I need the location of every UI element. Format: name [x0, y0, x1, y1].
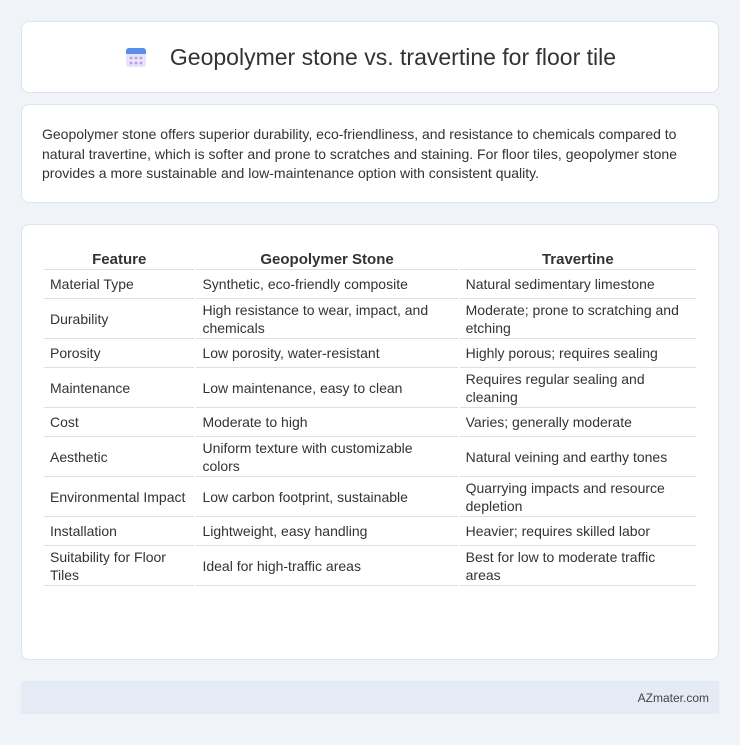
- table-cell: Ideal for high-traffic areas: [196, 546, 457, 586]
- table-cell: Durability: [44, 299, 194, 339]
- table-cell: Material Type: [44, 270, 194, 299]
- summary-text: Geopolymer stone offers superior durability, eco-friendliness, and resistance to chemicals compared to natural travertine, which is softer and prone to scratches and staining. For floor tiles, geopolymer stone provides a more sustainable and low-maintenance option with consistent quality.: [42, 126, 677, 181]
- calendar-icon: [124, 45, 148, 69]
- table-cell: Cost: [44, 408, 194, 437]
- table-cell: Moderate to high: [196, 408, 457, 437]
- table-cell: Requires regular sealing and cleaning: [460, 368, 696, 408]
- column-header-feature: Feature: [44, 244, 194, 270]
- page-title: Geopolymer stone vs. travertine for floor tile: [169, 43, 617, 70]
- table-row: [44, 477, 696, 517]
- table-row: [44, 517, 696, 546]
- summary-card: [21, 104, 719, 203]
- comparison-table: [42, 244, 698, 586]
- table-row: [44, 368, 696, 408]
- table-cell: Moderate; prone to scratching and etching: [460, 299, 696, 339]
- comparison-table-card: [21, 224, 719, 660]
- table-cell: Environmental Impact: [44, 477, 194, 517]
- table-cell: Uniform texture with customizable colors: [196, 437, 457, 477]
- table-cell: Aesthetic: [44, 437, 194, 477]
- column-header-travertine: Travertine: [460, 244, 696, 270]
- table-row: [44, 408, 696, 437]
- table-cell: Quarrying impacts and resource depletion: [460, 477, 696, 517]
- table-cell: Low maintenance, easy to clean: [196, 368, 457, 408]
- table-cell: Best for low to moderate traffic areas: [460, 546, 696, 586]
- table-cell: Natural sedimentary limestone: [460, 270, 696, 299]
- table-row: [44, 546, 696, 586]
- table-row: [44, 270, 696, 299]
- table-cell: Low carbon footprint, sustainable: [196, 477, 457, 517]
- table-cell: Maintenance: [44, 368, 194, 408]
- title-card: [21, 21, 719, 93]
- table-row: [44, 437, 696, 477]
- footer-brand[interactable]: AZmater.com: [637, 690, 709, 705]
- table-cell: Synthetic, eco-friendly composite: [196, 270, 457, 299]
- table-header-row: [44, 244, 696, 270]
- table-cell: Lightweight, easy handling: [196, 517, 457, 546]
- table-cell: Natural veining and earthy tones: [460, 437, 696, 477]
- table-row: [44, 339, 696, 368]
- table-cell: Highly porous; requires sealing: [460, 339, 696, 368]
- table-cell: Porosity: [44, 339, 194, 368]
- table-cell: Varies; generally moderate: [460, 408, 696, 437]
- table-row: [44, 299, 696, 339]
- table-cell: Low porosity, water-resistant: [196, 339, 457, 368]
- table-cell: Suitability for Floor Tiles: [44, 546, 194, 586]
- column-header-geopolymer: Geopolymer Stone: [196, 244, 457, 270]
- table-cell: Installation: [44, 517, 194, 546]
- footer-bar: [21, 681, 719, 714]
- table-cell: High resistance to wear, impact, and chemicals: [196, 299, 457, 339]
- table-cell: Heavier; requires skilled labor: [460, 517, 696, 546]
